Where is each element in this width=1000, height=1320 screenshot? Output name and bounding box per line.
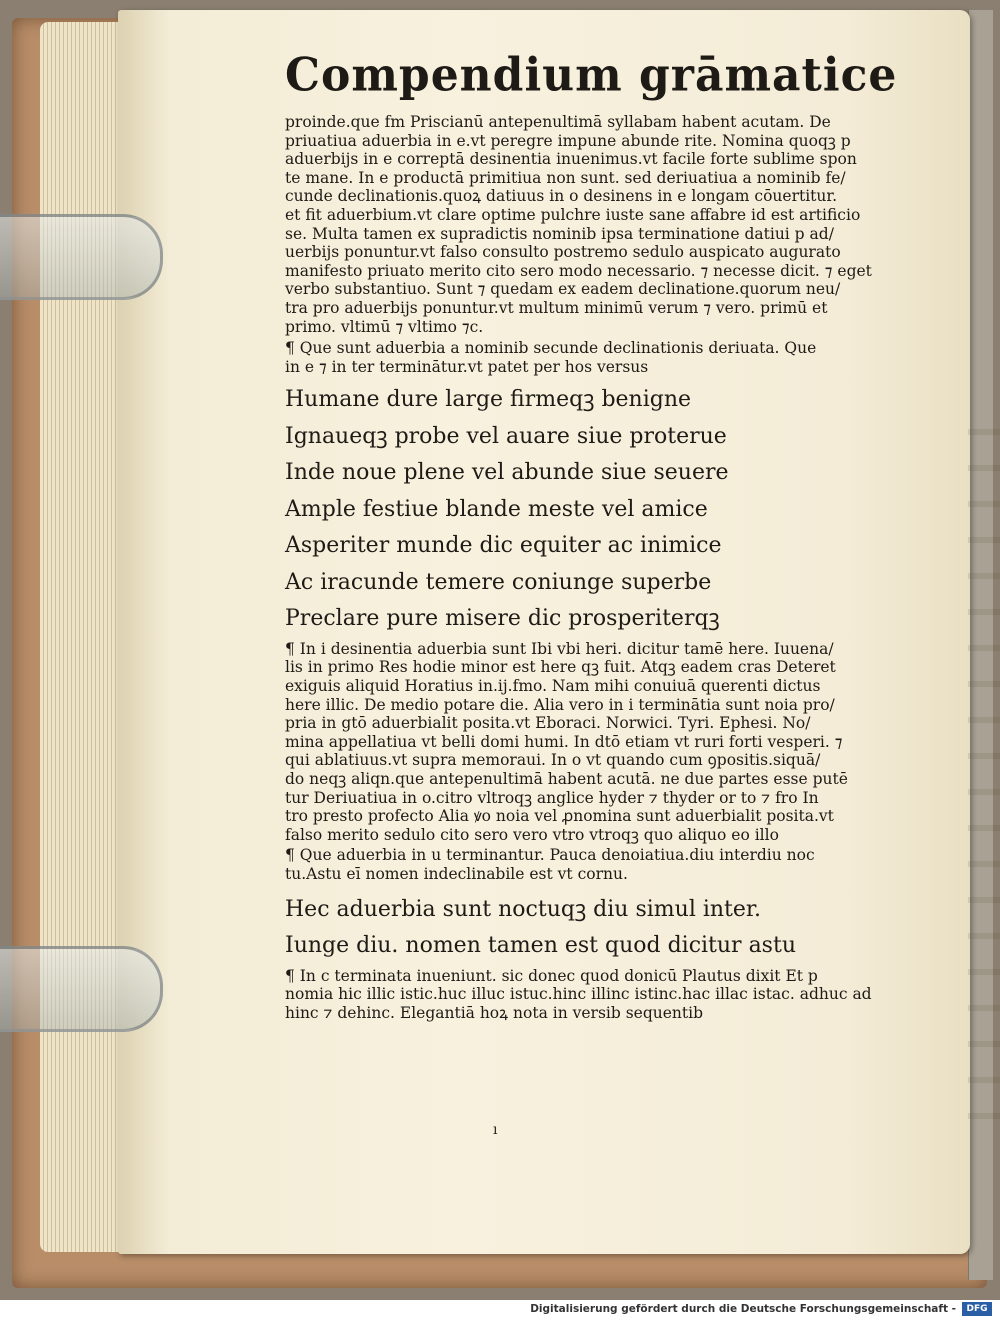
verse-line: Ample festiue blande meste vel amice: [285, 496, 708, 522]
digitization-footer: [0, 1300, 1000, 1320]
text-line: ¶ Que aduerbia in u terminantur. Pauca denoiatiua.diu interdiu noc: [285, 846, 815, 865]
verse-line: Ac iracunde temere coniunge superbe: [285, 569, 712, 595]
text-line: tur Deriuatiua in o.citro vltroqꝫ anglice hyder ⁊ thyder or to ⁊ fro In: [285, 788, 819, 807]
text-line: verbo substantiuo. Sunt ⁊ quedam ex eadem declinatione.quorum neu/: [285, 280, 841, 299]
verse-line: Hec aduerbia sunt noctuqꝫ diu simul inter.: [285, 896, 762, 922]
page-mark: ı: [493, 1122, 498, 1138]
verse-line: Preclare pure misere dic prosperiterqꝫ: [285, 606, 720, 632]
text-line: mina appellatiua vt belli domi humi. In dtō etiam vt ruri forti vesperi. ⁊: [285, 732, 843, 751]
text-line: do neqꝫ aliqn.que antepenultimā habent acutā. ne due partes esse putē: [285, 769, 848, 788]
bleed-through: [968, 405, 1000, 1145]
text-line: et fit aduerbium.vt clare optime pulchre iuste sane affabre id est artificio: [285, 205, 861, 224]
page-holder-clip-bottom: [0, 946, 163, 1032]
paragraph-5: [285, 967, 905, 1023]
verse-line: Asperiter munde dic equiter ac inimice: [285, 533, 722, 559]
text-line: manifesto priuato merito cito sero modo necessario. ⁊ necesse dicit. ⁊ eget: [285, 261, 872, 280]
paragraph-3: [285, 640, 905, 845]
text-line: priuatiua aduerbia in e.vt peregre impune abunde rite. Nomina quoqꝫ p: [285, 131, 851, 150]
text-line: cunde declinationis.quoꝝ datiuus in o desinens in e longam cōuertitur.: [285, 187, 838, 206]
text-line: tu.Astu eī nomen indeclinabile est vt cornu.: [285, 864, 628, 883]
text-line: in e ⁊ in ter terminātur.vt patet per hos versus: [285, 357, 649, 376]
verse-block-2: [285, 892, 905, 965]
text-line: uerbijs ponuntur.vt falso consulto postremo sedulo auspicato augurato: [285, 243, 841, 262]
text-line: aduerbijs in e correptā desinentia inuenimus.vt facile forte sublime spon: [285, 150, 857, 169]
page-holder-clip-top: [0, 214, 163, 300]
paragraph-1: [285, 113, 905, 336]
text-line: ¶ In c terminata inueniunt. sic donec quod donicū Plautus dixit Et p: [285, 966, 818, 985]
text-line: qui ablatiuus.vt supra memoraui. In o vt quando cum ꝯpositis.siquā/: [285, 751, 821, 770]
text-line: tro presto profecto Alia ꝟo noia vel ꝓnomina sunt aduerbialit posita.vt: [285, 807, 834, 826]
funding-credit: Digitalisierung gefördert durch die Deutsche Forschungsgemeinschaft -: [530, 1303, 956, 1315]
text-line: pria in gtō aduerbialit posita.vt Eboraci. Norwici. Tyri. Ephesi. No/: [285, 714, 811, 733]
text-line: proinde.que fm Priscianū antepenultimā syllabam habent acutam. De: [285, 113, 831, 131]
text-line: ¶ Que sunt aduerbia a nominib secunde declinationis deriuata. Que: [285, 339, 817, 358]
text-line: se. Multa tamen ex supradictis nominib ipsa terminatione datiui p ad/: [285, 224, 834, 243]
stacked-page-edges: [40, 22, 130, 1252]
text-line: hinc ⁊ dehinc. Elegantiā hoꝝ nota in versib sequentib: [285, 1003, 703, 1022]
verse-line: Iunge diu. nomen tamen est quod dicitur astu: [285, 933, 796, 959]
text-line: lis in primo Res hodie minor est here qꝫ fuit. Atqꝫ eadem cras Deteret: [285, 658, 836, 677]
dfg-logo: DFG: [962, 1302, 992, 1316]
text-line: primo. vltimū ⁊ vltimo ⁊c.: [285, 317, 484, 336]
text-line: nomia hic illic istic.huc illuc istuc.hinc illinc istinc.hac illac istac. adhuc ad: [285, 985, 872, 1004]
paragraph-4: [285, 846, 905, 883]
verse-line: Ignaueqꝫ probe vel auare siue proterue: [285, 423, 727, 449]
text-line: tra pro aduerbijs ponuntur.vt multum minimū verum ⁊ vero. primū et: [285, 298, 828, 317]
verse-block-1: [285, 382, 905, 638]
running-heading: Compendium grāmatice: [285, 48, 898, 103]
text-line: ¶ In i desinentia aduerbia sunt Ibi vbi heri. dicitur tamē here. Iuuena/: [285, 639, 834, 658]
verse-line: Inde noue plene vel abunde siue seuere: [285, 460, 729, 486]
text-line: exiguis aliquid Horatius in.ij.fmo. Nam mihi conuiuā querenti dictus: [285, 677, 821, 695]
text-line: te mane. In e productā primitiua non sunt. sed deriuatiua a nominib fe/: [285, 168, 846, 187]
paragraph-2: [285, 339, 905, 376]
text-line: here illic. De medio potare die. Alia vero in i terminātia sunt noia pro/: [285, 695, 835, 714]
page-text: [285, 50, 905, 1022]
text-line: falso merito sedulo cito sero vero vtro vtroqꝫ quo aliquo eo illo: [285, 825, 779, 844]
verse-line: Humane dure large firmeqꝫ benigne: [285, 387, 692, 413]
